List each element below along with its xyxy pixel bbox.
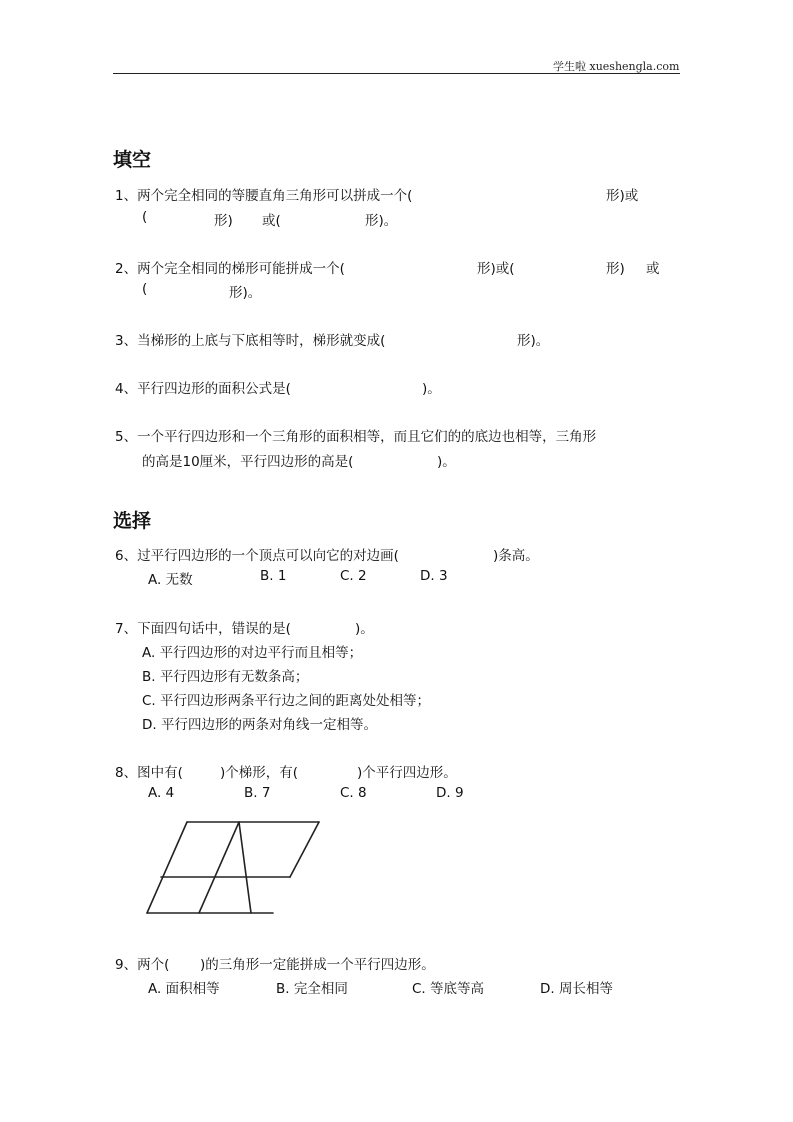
q1-line2-shape2: 形)。: [365, 213, 398, 229]
q4-start: 4、平行四边形的面积公式是(: [115, 381, 291, 397]
q6-option-a: A. 无数: [148, 572, 193, 588]
q9-option-d: D. 周长相等: [540, 981, 613, 997]
q2-line1-shape: 形): [606, 261, 625, 277]
q6-text: 6、过平行四边形的一个顶点可以向它的对边画(: [115, 548, 399, 564]
header-site: 学生啦 xueshengla.com: [553, 60, 680, 73]
q7-text: 7、下面四句话中，错误的是(: [115, 621, 291, 637]
figure-left-edge: [147, 822, 187, 913]
header-rule: [113, 73, 680, 74]
q8-option-a: A. 4: [148, 785, 175, 801]
section-title-choice: 选择: [113, 510, 152, 532]
q1-line2-shape1: 形): [214, 213, 233, 229]
section-title-fill: 填空: [113, 149, 152, 171]
q8-figure: [140, 815, 330, 920]
q7-option-c: C. 平行四边形两条平行边之间的距离处处相等；: [142, 693, 431, 709]
figure-inner-right: [239, 822, 251, 913]
figure-inner-left: [199, 822, 239, 913]
q8-option-d: D. 9: [436, 785, 464, 801]
q2-line1-or: 或: [646, 261, 660, 277]
q3-end: 形)。: [517, 333, 550, 349]
q4-end: )。: [422, 381, 441, 397]
q7-option-b: B. 平行四边形有无数条高；: [142, 669, 309, 685]
q5-line2-start: 的高是10厘米，平行四边形的高是(: [142, 454, 354, 470]
figure-right-edge: [290, 822, 319, 877]
q7-option-a: A. 平行四边形的对边平行而且相等；: [142, 645, 363, 661]
q9-option-a: A. 面积相等: [148, 981, 220, 997]
q9-option-c: C. 等底等高: [412, 981, 485, 997]
q8-text: 8、图中有(: [115, 765, 183, 781]
q7-option-d: D. 平行四边形的两条对角线一定相等。: [142, 717, 377, 733]
q2-line2-open: (: [142, 281, 148, 297]
q6-option-c: C. 2: [340, 568, 367, 584]
q6-text-end: )条高。: [493, 548, 539, 564]
q8-text-end: )个平行四边形。: [357, 765, 457, 781]
q6-option-d: D. 3: [420, 568, 448, 584]
q8-text-mid: )个梯形，有(: [220, 765, 299, 781]
q1-line1-end: 形)或: [606, 188, 639, 204]
q2-line1-start: 2、两个完全相同的梯形可能拼成一个(: [115, 261, 345, 277]
q9-option-b: B. 完全相同: [276, 981, 348, 997]
q2-line2-end: 形)。: [229, 285, 262, 301]
q5-line1: 5、一个平行四边形和一个三角形的面积相等，而且它们的的底边也相等，三角形: [115, 429, 597, 445]
q1-line2-open: (: [142, 209, 148, 225]
q5-line2-end: )。: [437, 454, 456, 470]
q8-option-c: C. 8: [340, 785, 367, 801]
q1-line1-start: 1、两个完全相同的等腰直角三角形可以拼成一个(: [115, 188, 413, 204]
q6-option-b: B. 1: [260, 568, 287, 584]
q3-start: 3、当梯形的上底与下底相等时，梯形就变成(: [115, 333, 386, 349]
q1-line2-or: 或(: [262, 213, 281, 229]
q8-option-b: B. 7: [244, 785, 271, 801]
q7-text-end: )。: [355, 621, 374, 637]
q2-line1-mid: 形)或(: [477, 261, 515, 277]
q9-text-end: )的三角形一定能拼成一个平行四边形。: [200, 957, 435, 973]
q9-text: 9、两个(: [115, 957, 170, 973]
